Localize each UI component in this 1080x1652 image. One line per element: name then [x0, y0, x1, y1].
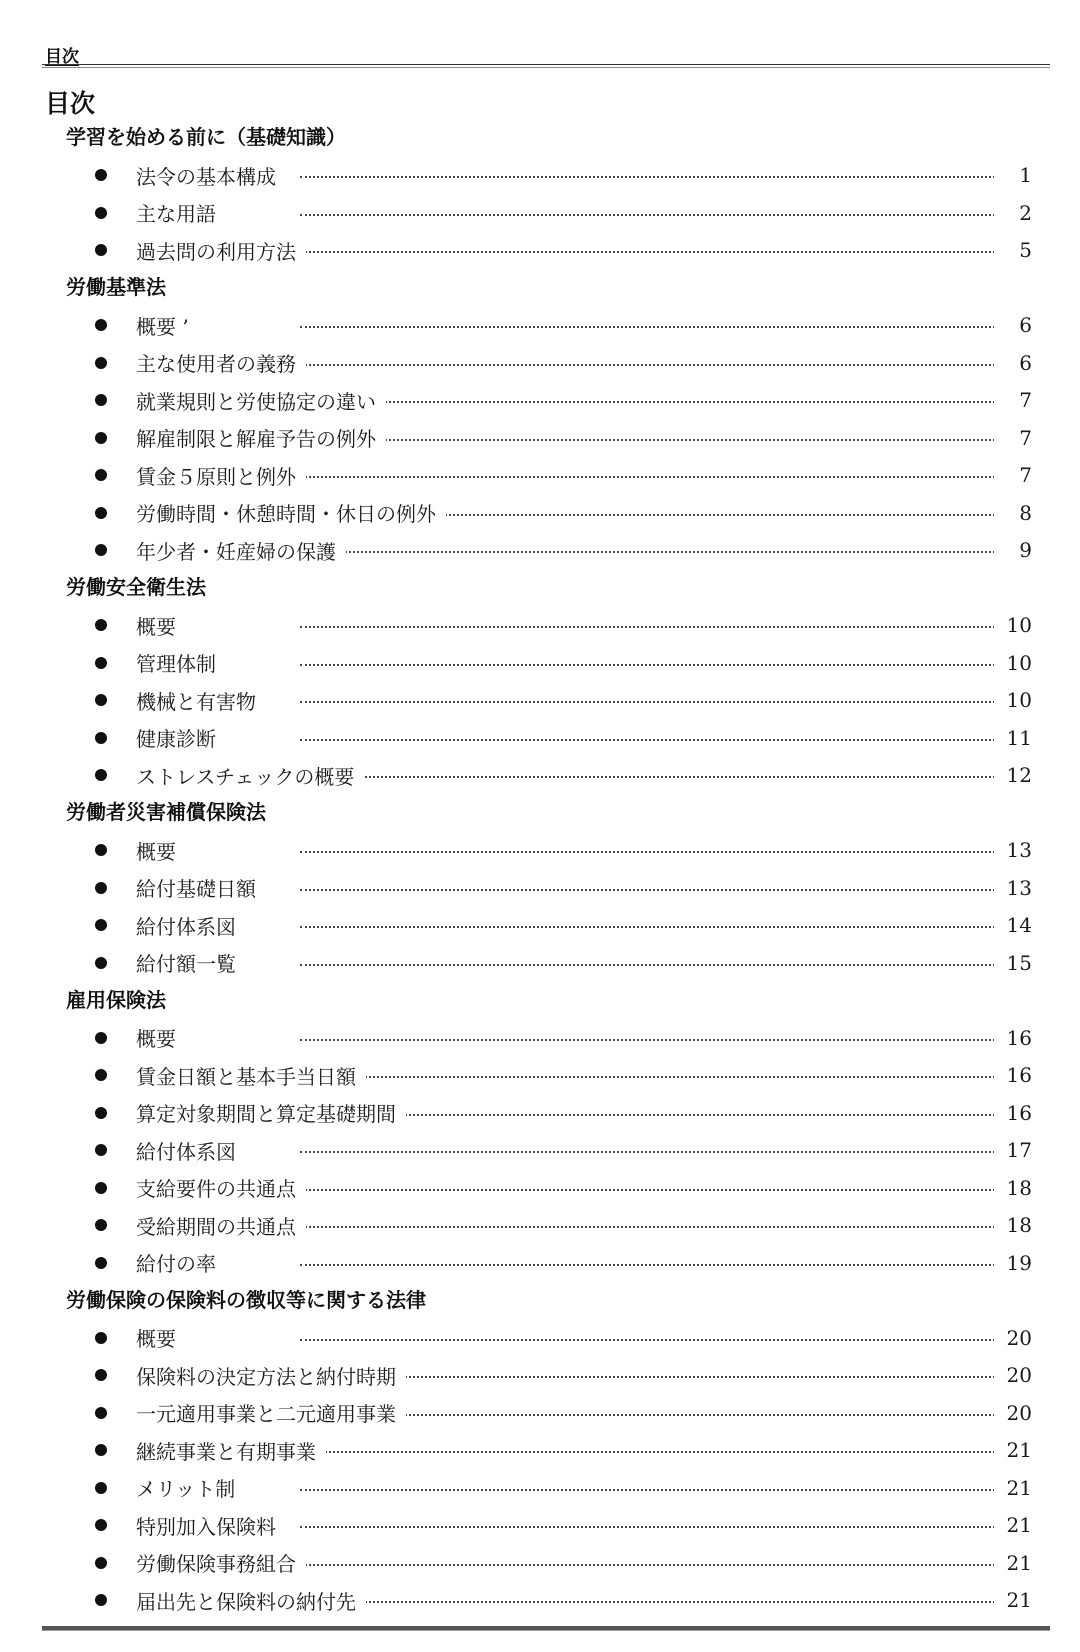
- bullet-icon: [95, 919, 107, 931]
- toc-page-number: 20: [994, 1401, 1032, 1425]
- dot-leader: [300, 1039, 995, 1041]
- toc-page-number: 13: [994, 838, 1032, 862]
- toc-entry-label: メリット制: [136, 1473, 245, 1502]
- toc-entry-label: 機械と有害物: [136, 686, 266, 715]
- toc-entry: [0, 869, 1080, 907]
- toc-entry-label: 労働時間・休憩時間・休日の例外: [136, 498, 446, 527]
- toc-entry-label: 給付体系図: [136, 1136, 246, 1165]
- toc-entry: [0, 1394, 1080, 1432]
- bullet-icon: [95, 1069, 107, 1081]
- toc-page-number: 11: [994, 726, 1032, 750]
- dot-leader: [300, 1264, 995, 1266]
- toc-entry-label: 健康診断: [136, 723, 226, 752]
- toc-entry: [0, 1582, 1080, 1620]
- toc-entry-label: 給付の率: [136, 1248, 226, 1277]
- bullet-icon: [95, 882, 107, 894]
- toc-page-number: 17: [994, 1138, 1032, 1162]
- toc-entry-label: 概要 ’: [136, 311, 199, 340]
- dot-leader: [300, 1451, 995, 1453]
- toc-page-number: 9: [994, 538, 1032, 562]
- section-title: 労働安全衛生法: [66, 575, 206, 599]
- toc-title: 目次: [45, 89, 96, 118]
- bullet-icon: [95, 394, 107, 406]
- dot-leader: [300, 401, 995, 403]
- toc-page-number: 6: [994, 351, 1032, 375]
- toc-entry: [0, 644, 1080, 682]
- dot-leader: [300, 551, 995, 553]
- dot-leader: [300, 776, 995, 778]
- toc-entry-label: ストレスチェックの概要: [136, 761, 364, 790]
- section-title: 学習を始める前に（基礎知識）: [66, 125, 346, 149]
- toc-entry: [0, 344, 1080, 382]
- toc-entry-label: 概要: [136, 1023, 186, 1052]
- toc-page-number: 6: [994, 313, 1032, 337]
- toc-entry: [0, 1469, 1080, 1507]
- dot-leader: [300, 1526, 995, 1528]
- toc-entry: [0, 682, 1080, 720]
- bullet-icon: [95, 957, 107, 969]
- toc-entry: [0, 382, 1080, 420]
- toc-entry-label: 労働保険事務組合: [136, 1548, 306, 1577]
- toc-entry-label: 解雇制限と解雇予告の例外: [136, 423, 386, 452]
- toc-entry-label: 管理体制: [136, 648, 226, 677]
- section-title: 労働保険の保険料の徴収等に関する法律: [66, 1287, 426, 1312]
- bullet-icon: [95, 694, 107, 706]
- toc-entry: [0, 907, 1080, 945]
- dot-leader: [300, 1339, 995, 1341]
- toc-entry: [0, 757, 1080, 795]
- bullet-icon: [95, 732, 107, 744]
- toc-page-number: 16: [994, 1063, 1032, 1087]
- bullet-icon: [95, 1519, 107, 1531]
- toc-page-number: 13: [994, 876, 1032, 900]
- toc-page-number: 8: [994, 501, 1032, 525]
- toc-entry: [0, 1319, 1080, 1357]
- header-rule: [42, 64, 1050, 68]
- toc-page-number: 10: [994, 613, 1032, 637]
- dot-leader: [300, 851, 995, 853]
- toc-page-number: 18: [994, 1213, 1032, 1237]
- toc-entry: [0, 532, 1080, 570]
- dot-leader: [300, 1489, 995, 1491]
- toc-entry-label: 給付額一覧: [136, 948, 246, 977]
- toc-entry-label: 届出先と保険料の納付先: [136, 1586, 366, 1615]
- dot-leader: [300, 664, 995, 666]
- toc-page-number: 1: [994, 163, 1032, 187]
- section-title: 労働者災害補償保険法: [66, 800, 266, 824]
- dot-leader: [300, 476, 995, 478]
- bullet-icon: [95, 1369, 107, 1381]
- toc-entry: [0, 494, 1080, 532]
- bullet-icon: [95, 1444, 107, 1456]
- running-header: 目次: [45, 47, 79, 67]
- toc-entry-label: 主な用語: [136, 198, 226, 227]
- toc-entry-label: 賃金日額と基本手当日額: [136, 1061, 366, 1090]
- toc-page-number: 10: [994, 651, 1032, 675]
- toc-entry-label: 主な使用者の義務: [136, 348, 306, 377]
- toc-entry: [0, 232, 1080, 270]
- toc-entry-label: 概要: [136, 611, 186, 640]
- dot-leader: [300, 701, 995, 703]
- toc-entry-label: 概要: [136, 836, 186, 865]
- footer-rule: [42, 1626, 1050, 1631]
- toc-page-number: 16: [994, 1101, 1032, 1125]
- toc-page-number: 20: [994, 1326, 1032, 1350]
- bullet-icon: [95, 1107, 107, 1119]
- toc-page-number: 21: [994, 1513, 1032, 1537]
- toc-entry: [0, 1094, 1080, 1132]
- toc-entry-label: 支給要件の共通点: [136, 1173, 306, 1202]
- section-title: 雇用保険法: [66, 987, 166, 1012]
- toc-entry-label: 年少者・妊産婦の保護: [136, 536, 346, 565]
- toc-page-number: 20: [994, 1363, 1032, 1387]
- toc-page-number: 15: [994, 951, 1032, 975]
- toc-page-number: 21: [994, 1588, 1032, 1612]
- dot-leader: [300, 1076, 995, 1078]
- toc-entry: [0, 1357, 1080, 1395]
- dot-leader: [300, 176, 995, 178]
- toc-page-number: 12: [994, 763, 1032, 787]
- toc-entry: [0, 1507, 1080, 1545]
- toc-page-number: 2: [994, 201, 1032, 225]
- dot-leader: [300, 326, 995, 328]
- toc-entry: [0, 1132, 1080, 1170]
- toc-entry-label: 算定対象期間と算定基礎期間: [136, 1098, 406, 1127]
- dot-leader: [300, 626, 995, 628]
- section-title: 労働基準法: [66, 275, 166, 299]
- toc-entry: [0, 157, 1080, 195]
- toc-entry-label: 特別加入保険料: [136, 1511, 286, 1540]
- toc-entry-label: 過去問の利用方法: [136, 236, 306, 265]
- toc-entry: [0, 944, 1080, 982]
- dot-leader: [300, 739, 995, 741]
- bullet-icon: [95, 1032, 107, 1044]
- dot-leader: [300, 364, 995, 366]
- toc-entry-label: 就業規則と労使協定の違い: [136, 386, 386, 415]
- bullet-icon: [95, 1332, 107, 1344]
- toc-entry-label: 受給期間の共通点: [136, 1211, 306, 1240]
- toc-page-number: 14: [994, 913, 1032, 937]
- dot-leader: [300, 1189, 995, 1191]
- toc-page-number: 19: [994, 1251, 1032, 1275]
- bullet-icon: [95, 1219, 107, 1231]
- dot-leader: [300, 1226, 995, 1228]
- bullet-icon: [95, 207, 107, 219]
- bullet-icon: [95, 619, 107, 631]
- toc-entry: [0, 832, 1080, 870]
- toc-entry-label: 給付体系図: [136, 911, 246, 940]
- toc-entry-label: 保険料の決定方法と納付時期: [136, 1361, 406, 1390]
- bullet-icon: [95, 357, 107, 369]
- toc-page-number: 16: [994, 1026, 1032, 1050]
- toc-entry-label: 法令の基本構成: [136, 161, 286, 190]
- toc-entry: [0, 1244, 1080, 1282]
- bullet-icon: [95, 169, 107, 181]
- toc-entry: [0, 1207, 1080, 1245]
- toc-entry: [0, 1544, 1080, 1582]
- toc-entry: [0, 307, 1080, 345]
- dot-leader: [300, 439, 995, 441]
- bullet-icon: [95, 844, 107, 856]
- bullet-icon: [95, 1257, 107, 1269]
- toc-entry: [0, 194, 1080, 232]
- toc-entry: [0, 1432, 1080, 1470]
- toc-entry: [0, 457, 1080, 495]
- toc-entry-label: 一元適用事業と二元適用事業: [136, 1398, 406, 1427]
- toc-page-number: 5: [994, 238, 1032, 262]
- toc-entry: [0, 719, 1080, 757]
- dot-leader: [300, 964, 995, 966]
- toc-page-number: 21: [994, 1476, 1032, 1500]
- table-of-contents: [0, 119, 1080, 1619]
- toc-entry-label: 賃金５原則と例外: [136, 461, 306, 490]
- dot-leader: [300, 926, 995, 928]
- toc-entry: [0, 1057, 1080, 1095]
- dot-leader: [300, 251, 995, 253]
- bullet-icon: [95, 507, 107, 519]
- dot-leader: [300, 214, 995, 216]
- dot-leader: [300, 889, 995, 891]
- toc-page-number: 18: [994, 1176, 1032, 1200]
- dot-leader: [300, 1601, 995, 1603]
- bullet-icon: [95, 319, 107, 331]
- dot-leader: [300, 1151, 995, 1153]
- bullet-icon: [95, 469, 107, 481]
- toc-page-number: 21: [994, 1551, 1032, 1575]
- toc-page-number: 7: [994, 426, 1032, 450]
- dot-leader: [300, 1564, 995, 1566]
- bullet-icon: [95, 657, 107, 669]
- toc-page-number: 7: [994, 388, 1032, 412]
- toc-entry-label: 給付基礎日額: [136, 873, 266, 902]
- toc-entry: [0, 1169, 1080, 1207]
- toc-page-number: 7: [994, 463, 1032, 487]
- toc-entry: [0, 1019, 1080, 1057]
- bullet-icon: [95, 1407, 107, 1419]
- toc-page-number: 21: [994, 1438, 1032, 1462]
- bullet-icon: [95, 1594, 107, 1606]
- bullet-icon: [95, 769, 107, 781]
- bullet-icon: [95, 432, 107, 444]
- bullet-icon: [95, 544, 107, 556]
- toc-entry: [0, 419, 1080, 457]
- bullet-icon: [95, 1482, 107, 1494]
- toc-entry: [0, 607, 1080, 645]
- bullet-icon: [95, 1557, 107, 1569]
- bullet-icon: [95, 1182, 107, 1194]
- toc-entry-label: 概要: [136, 1323, 186, 1352]
- toc-entry-label: 継続事業と有期事業: [136, 1436, 326, 1465]
- toc-page-number: 10: [994, 688, 1032, 712]
- bullet-icon: [95, 1144, 107, 1156]
- bullet-icon: [95, 244, 107, 256]
